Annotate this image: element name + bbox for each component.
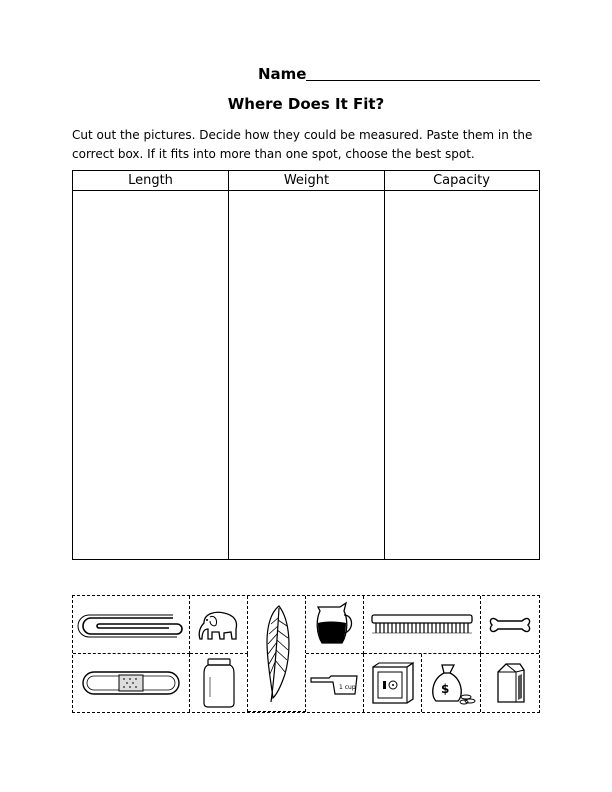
milk-carton-icon	[494, 660, 526, 706]
length-column[interactable]	[73, 171, 229, 559]
measuring-cup-icon	[309, 668, 361, 698]
elephant-icon	[194, 605, 244, 645]
paperclip-icon	[77, 610, 185, 640]
cutout-pitcher[interactable]	[306, 596, 364, 654]
cutout-feather[interactable]	[248, 596, 306, 712]
cutout-comb[interactable]	[364, 596, 481, 654]
name-label: Name	[258, 65, 307, 83]
weight-column[interactable]	[229, 171, 385, 559]
cutout-elephant[interactable]	[190, 596, 248, 654]
name-field[interactable]	[306, 80, 540, 81]
jar-icon	[202, 657, 236, 709]
feather-icon	[257, 602, 297, 706]
column-header-capacity: Capacity	[385, 171, 538, 191]
instructions-line-1: Cut out the pictures. Decide how they could be measured. Paste them in the	[72, 128, 533, 142]
bone-icon	[488, 613, 532, 637]
safe-icon	[369, 659, 417, 707]
comb-icon	[370, 613, 474, 637]
cutout-jar[interactable]	[190, 654, 248, 712]
cutout-strip	[72, 595, 540, 713]
worksheet-title: Where Does It Fit?	[227, 95, 385, 113]
column-header-length: Length	[73, 171, 228, 191]
cutout-milk-carton[interactable]	[481, 654, 539, 712]
capacity-column[interactable]	[385, 171, 538, 559]
cutout-measuring-cup[interactable]	[306, 654, 364, 712]
cutout-money-bag[interactable]	[422, 654, 481, 712]
sort-table	[72, 170, 540, 560]
column-header-weight: Weight	[229, 171, 384, 191]
dollar-sign-icon: $	[441, 682, 450, 696]
measuring-cup-label: 1 cup	[338, 684, 356, 691]
cutout-bandage[interactable]	[73, 654, 190, 712]
money-bag-icon	[426, 659, 476, 707]
instructions	[72, 126, 542, 164]
bandage-icon	[81, 668, 181, 698]
cutout-paperclip[interactable]	[73, 596, 190, 654]
pitcher-icon	[310, 601, 360, 649]
cutout-safe[interactable]	[364, 654, 422, 712]
name-row	[258, 62, 548, 84]
instructions-line-2: correct box. If it fits into more than one spot, choose the best spot.	[72, 147, 475, 161]
cutout-bone[interactable]	[481, 596, 539, 654]
